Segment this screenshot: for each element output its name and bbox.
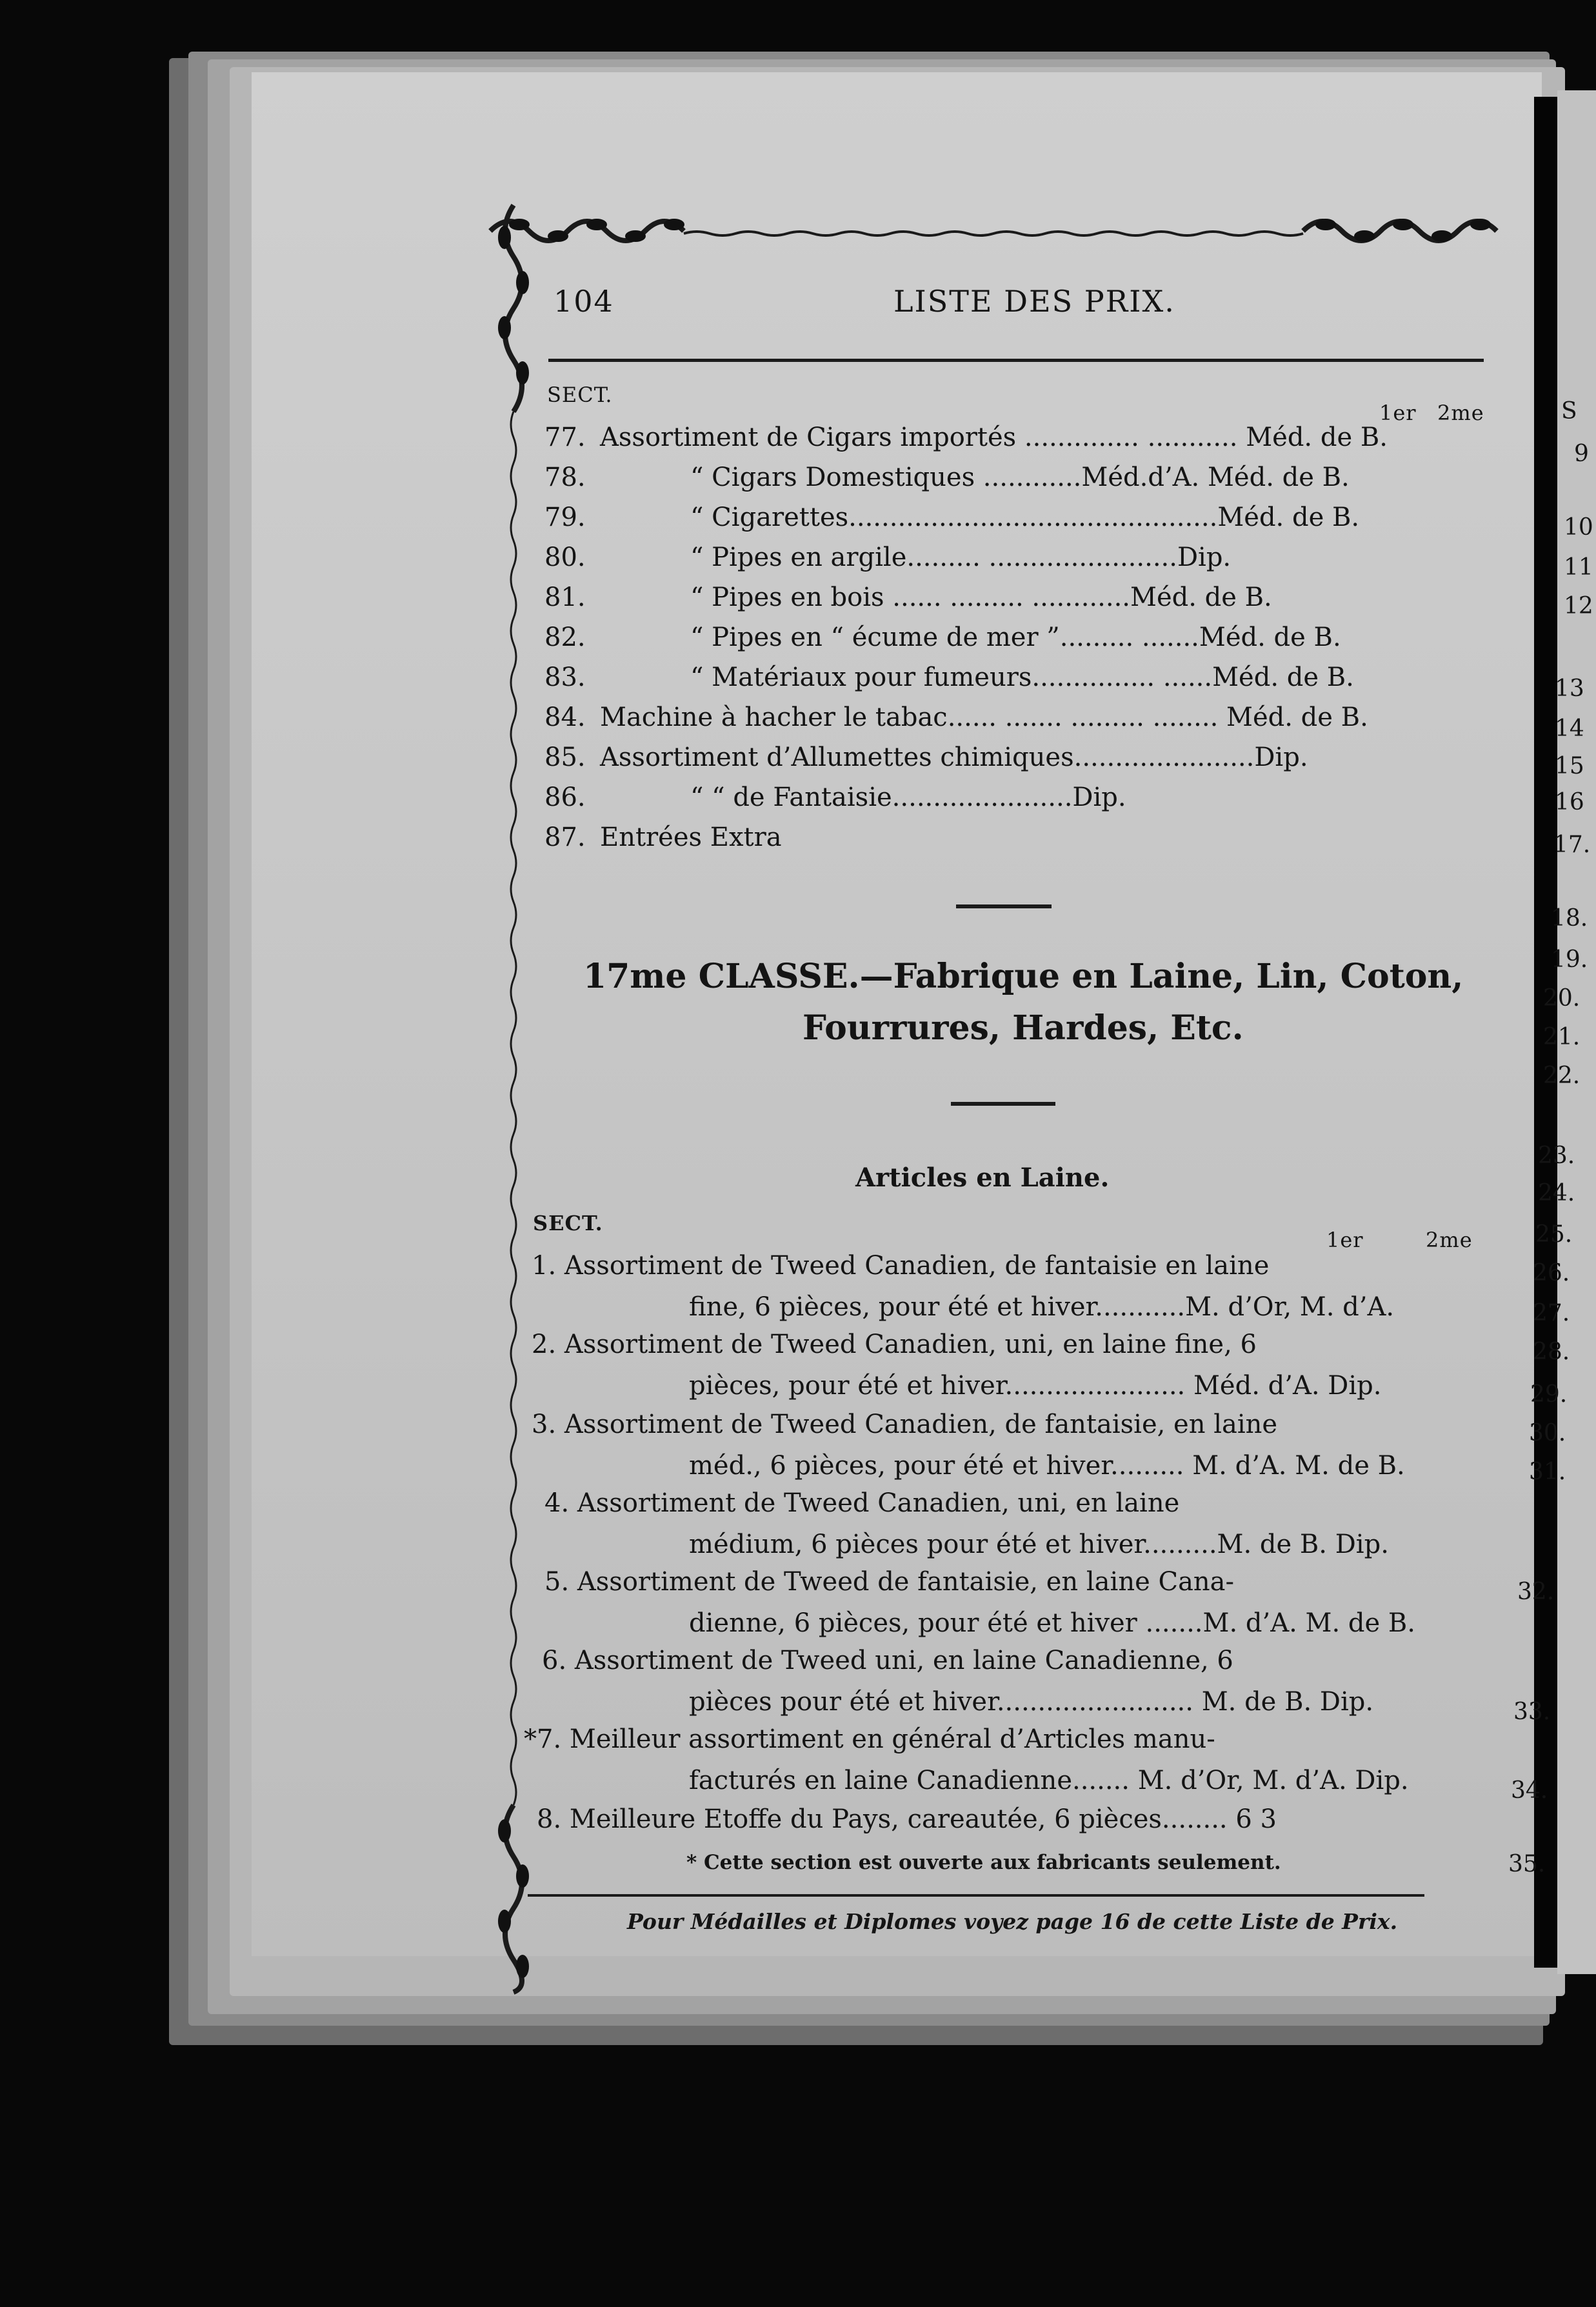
facing-number: 34.	[1511, 1777, 1548, 1804]
facing-number: 20.	[1543, 985, 1581, 1012]
list-item-text: Machine à hacher le tabac...... ....... ......... ........ Méd. de B.	[600, 703, 1368, 732]
facing-number: 21.	[1543, 1024, 1581, 1050]
column-header-1: 1er	[1326, 1228, 1364, 1252]
list-item-text: “ Cigars Domestiques ............Méd.d’A. Méd. de B.	[690, 463, 1350, 492]
list-item-line: 4. Assortiment de Tweed Canadien, uni, en laine	[544, 1488, 1180, 1518]
facing-number: 26.	[1533, 1260, 1570, 1286]
running-title: LISTE DES PRIX.	[893, 284, 1175, 319]
list-item-number: 81.	[544, 583, 586, 612]
list-item-line: facturés en laine Canadienne....... M. d’Or, M. d’A. Dip.	[689, 1766, 1409, 1795]
list-item-line: fine, 6 pièces, pour été et hiver...........M. d’Or, M. d’A.	[689, 1292, 1395, 1322]
facing-number: 33.	[1513, 1699, 1551, 1725]
list-item-line: dienne, 6 pièces, pour été et hiver .......M. d’A. M. de B.	[689, 1608, 1416, 1638]
facing-number: 9	[1574, 441, 1589, 467]
section-divider	[956, 904, 1052, 908]
page-number: 104	[554, 284, 614, 319]
facing-number: 24.	[1538, 1180, 1575, 1206]
facing-number: 10	[1564, 514, 1593, 541]
footer-rule	[528, 1894, 1424, 1897]
list-item-number: 82.	[544, 623, 586, 652]
list-item-number: 86.	[544, 783, 586, 812]
facing-number: 30.	[1529, 1420, 1566, 1446]
facing-number: 14	[1555, 715, 1584, 742]
facing-number: 19.	[1551, 946, 1588, 973]
list-item-number: 85.	[544, 743, 586, 772]
list-item-number: 84.	[544, 703, 586, 732]
facing-number: 15	[1555, 753, 1584, 779]
list-item-number: 87.	[544, 823, 586, 852]
header-rule	[548, 359, 1484, 362]
facing-number: 17.	[1553, 832, 1591, 858]
list-item-text: “ Pipes en argile......... .......................Dip.	[690, 543, 1232, 572]
list-item-number: 79.	[544, 503, 586, 532]
list-item-line: pièces pour été et hiver........................ M. de B. Dip.	[689, 1687, 1374, 1717]
sect-label: SECT.	[547, 383, 613, 407]
list-item-line: *7. Meilleur assortiment en général d’Articles manu-	[524, 1724, 1215, 1754]
section-divider	[951, 1102, 1055, 1106]
facing-number: S	[1561, 398, 1577, 424]
list-item-line: méd., 6 pièces, pour été et hiver......... M. d’A. M. de B.	[689, 1451, 1405, 1481]
list-item-number: 83.	[544, 663, 586, 692]
sect-label: SECT.	[533, 1211, 603, 1235]
facing-number: 13	[1555, 675, 1584, 702]
footer-note: Pour Médailles et Diplomes voyez page 16 de cette Liste de Prix.	[627, 1909, 1398, 1934]
list-item-line: pièces, pour été et hiver...................... Méd. d’A. Dip.	[689, 1371, 1382, 1401]
column-header-1: 1er	[1379, 401, 1417, 425]
facing-number: 28.	[1533, 1339, 1570, 1365]
list-item-number: 80.	[544, 543, 586, 572]
list-item-text: Entrées Extra	[600, 823, 782, 852]
list-item-line: 8. Meilleure Etoffe du Pays, careautée, 6 pièces........ 6 3	[537, 1804, 1277, 1834]
list-item-line: médium, 6 pièces pour été et hiver.........M. de B. Dip.	[689, 1530, 1389, 1559]
list-item-line: 1. Assortiment de Tweed Canadien, de fantaisie en laine	[532, 1251, 1270, 1281]
list-item-number: 78.	[544, 463, 586, 492]
column-header-2: 2me	[1426, 1228, 1473, 1252]
class-title-continued: Fourrures, Hardes, Etc.	[803, 1008, 1244, 1048]
class-title: 17me CLASSE.—Fabrique en Laine, Lin, Coton,	[583, 957, 1464, 996]
list-item-text: “ Pipes en “ écume de mer ”......... .......Méd. de B.	[690, 623, 1341, 652]
list-item-text: “ “ de Fantaisie......................Dip.	[690, 783, 1126, 812]
list-item-line: 5. Assortiment de Tweed de fantaisie, en laine Cana-	[544, 1567, 1235, 1597]
list-item-text: “ Cigarettes.............................................Méd. de B.	[690, 503, 1360, 532]
facing-number: 16	[1555, 789, 1584, 815]
list-item-line: 2. Assortiment de Tweed Canadien, uni, en laine fine, 6	[532, 1330, 1257, 1359]
facing-number: 18.	[1551, 905, 1588, 932]
facing-number: 23.	[1538, 1143, 1575, 1169]
column-header-2: 2me	[1437, 401, 1484, 425]
ornament-top-icon	[490, 205, 1503, 250]
facing-number: 27.	[1533, 1300, 1570, 1326]
facing-number: 35.	[1508, 1851, 1546, 1877]
facing-number: 31.	[1529, 1459, 1566, 1485]
facing-number: 29.	[1530, 1381, 1568, 1408]
list-item-number: 77.	[544, 423, 586, 452]
list-item-text: Assortiment de Cigars importés .............. ........... Méd. de B.	[600, 423, 1388, 452]
facing-number: 32.	[1517, 1579, 1555, 1605]
list-item-line: 6. Assortiment de Tweed uni, en laine Canadienne, 6	[542, 1646, 1233, 1675]
list-item-text: Assortiment d’Allumettes chimiques......................Dip.	[600, 743, 1308, 772]
facing-number: 11	[1564, 554, 1593, 581]
facing-number: 12	[1564, 593, 1593, 619]
facing-number: 25.	[1535, 1221, 1573, 1248]
list-item-text: “ Matériaux pour fumeurs............... ......Méd. de B.	[690, 663, 1354, 692]
facing-number: 22.	[1543, 1063, 1581, 1089]
footnote: * Cette section est ouverte aux fabricants seulement.	[686, 1851, 1281, 1874]
list-item-text: “ Pipes en bois ...... ......... ............Méd. de B.	[690, 583, 1272, 612]
subheading: Articles en Laine.	[855, 1163, 1110, 1193]
list-item-line: 3. Assortiment de Tweed Canadien, de fantaisie, en laine	[532, 1410, 1278, 1439]
